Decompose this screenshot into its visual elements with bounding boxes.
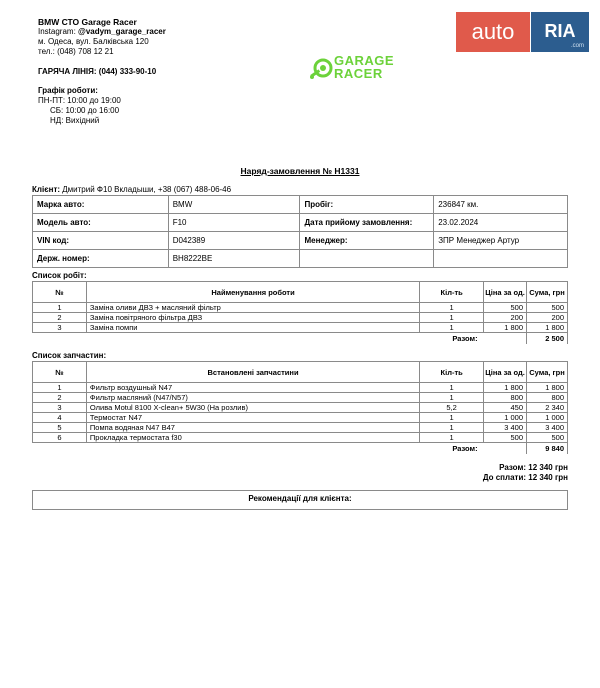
row-qty: 1 [420,433,484,443]
client-line [32,185,231,194]
row-name: Термостат N47 [86,413,419,423]
row-price: 200 [484,313,527,323]
row-sum: 200 [527,313,568,323]
logo-ria-com: .com [570,43,584,49]
row-qty: 1 [420,313,484,323]
vin-value: D042389 [168,232,300,250]
row-num: 3 [33,403,87,413]
company-phone: тел.: (048) 708 12 21 [38,47,114,56]
row-qty: 1 [420,393,484,403]
parts-col-name: Встановлені запчастини [86,362,419,383]
amount-to-pay: До сплати: 12 340 грн [482,473,568,482]
make-value: BMW [168,196,300,214]
row-qty: 1 [420,383,484,393]
works-header-row [33,282,568,303]
row-price: 1 000 [484,413,527,423]
info-row [33,232,568,250]
date-label: Дата прийому замовлення: [300,214,434,232]
parts-title: Список запчастин: [32,351,107,360]
logo-ria-text: RIA [544,21,576,41]
plate-value: BH8222BE [168,250,300,268]
make-label: Марка авто: [33,196,169,214]
recommendations-box: Рекомендації для клієнта: [32,490,568,510]
row-name: Фильтр масляний (N47/N57) [86,393,419,403]
info-empty-cell [300,250,434,268]
grand-total-sum: Разом: 12 340 грн [499,463,568,472]
client-value: Дмитрий Ф10 Вкладыши, +38 (067) 488-06-46 [60,185,232,194]
row-price: 450 [484,403,527,413]
row-name: Помпа водяная N47 B47 [86,423,419,433]
works-table [32,281,568,344]
logo-ria [531,12,589,52]
table-row [33,383,568,393]
row-price: 3 400 [484,423,527,433]
spacer [33,443,87,454]
row-num: 6 [33,433,87,443]
row-price: 800 [484,393,527,403]
works-col-price: Ціна за од. [484,282,527,303]
mileage-label: Пробіг: [300,196,434,214]
table-row [33,403,568,413]
table-row [33,433,568,443]
info-row [33,250,568,268]
row-name: Заміна помпи [86,323,419,333]
works-total-label: Разом: [452,333,478,343]
vehicle-info-table [32,195,568,268]
parts-col-sum: Сума, грн [527,362,568,383]
hotline: ГАРЯЧА ЛІНІЯ: (044) 333-90-10 [38,67,157,76]
info-row [33,214,568,232]
manager-label: Менеджер: [300,232,434,250]
works-title: Список робіт: [32,271,87,280]
company-instagram [38,27,166,38]
mileage-value: 236847 км. [434,196,568,214]
schedule-saturday: СБ: 10:00 до 16:00 [50,106,120,115]
row-num: 1 [33,303,87,313]
row-sum: 1 800 [527,323,568,333]
logo-line-garage: GARAGE [334,53,395,68]
parts-col-num: № [33,362,87,383]
row-sum: 500 [527,433,568,443]
row-qty: 1 [420,303,484,313]
works-col-qty: Кіл-ть [420,282,484,303]
garage-racer-wordmark [334,55,394,80]
spacer [33,333,87,344]
schedule-title: Графік роботи: [38,86,98,95]
row-name: Заміна повітряного фільтра ДВЗ [86,313,419,323]
order-title: Наряд-замовлення № Н1331 [240,166,360,176]
row-price: 500 [484,303,527,313]
schedule-sunday: НД: Вихідний [50,116,100,125]
table-row [33,393,568,403]
row-num: 2 [33,313,87,323]
works-total-blank [484,333,527,344]
date-value: 23.02.2024 [434,214,568,232]
parts-header-row [33,362,568,383]
vin-label: VIN код: [33,232,169,250]
row-name: Фильтр воздушный N47 [86,383,419,393]
row-sum: 1 000 [527,413,568,423]
row-name: Олива Motul 8100 X-clean+ 5W30 (На розлив) [86,403,419,413]
client-label: Клієнт: [32,185,61,194]
parts-total-blank [484,443,527,454]
row-num: 4 [33,413,87,423]
schedule [38,96,121,126]
logo-line-racer: RACER [334,65,383,81]
row-name: Заміна оливи ДВЗ + масляний фільтр [86,303,419,313]
works-total-row [33,333,568,344]
row-qty: 1 [420,423,484,433]
table-row [33,423,568,433]
company-name: BMW СТО Garage Racer [38,17,137,27]
logo-auto: auto [456,12,530,52]
works-col-sum: Сума, грн [527,282,568,303]
parts-total-row [33,443,568,454]
row-qty: 5,2 [420,403,484,413]
table-row [33,303,568,313]
grand-totals [483,463,568,483]
row-sum: 2 340 [527,403,568,413]
instagram-handle[interactable]: @vadym_garage_racer [78,27,166,36]
works-total-value: 2 500 [527,333,568,344]
manager-value: ЗПР Менеджер Артур [434,232,568,250]
parts-total-value: 9 840 [527,443,568,454]
table-row [33,323,568,333]
company-address: м. Одеса, вул. Балківська 120 [38,37,149,46]
parts-col-qty: Кіл-ть [420,362,484,383]
parts-table [32,361,568,454]
works-col-name: Найменування роботи [86,282,419,303]
row-qty: 1 [420,413,484,423]
table-row [33,313,568,323]
row-price: 1 800 [484,323,527,333]
row-sum: 3 400 [527,423,568,433]
model-label: Модель авто: [33,214,169,232]
info-row [33,196,568,214]
autoria-logo[interactable] [456,12,589,52]
row-sum: 1 800 [527,383,568,393]
table-row [33,413,568,423]
plate-label: Держ. номер: [33,250,169,268]
row-num: 1 [33,383,87,393]
row-price: 500 [484,433,527,443]
schedule-weekdays: ПН-ПТ: 10:00 до 19:00 [38,96,121,105]
works-col-num: № [33,282,87,303]
row-num: 2 [33,393,87,403]
row-sum: 500 [527,303,568,313]
instagram-label: Instagram: [38,27,79,36]
row-name: Прокладка термостата f30 [86,433,419,443]
garage-racer-logo [310,54,435,84]
info-empty-cell [434,250,568,268]
row-price: 1 800 [484,383,527,393]
row-num: 3 [33,323,87,333]
parts-total-label: Разом: [452,443,478,453]
row-qty: 1 [420,323,484,333]
parts-col-price: Ціна за од. [484,362,527,383]
row-num: 5 [33,423,87,433]
model-value: F10 [168,214,300,232]
row-sum: 800 [527,393,568,403]
wrench-gear-icon [310,54,334,82]
